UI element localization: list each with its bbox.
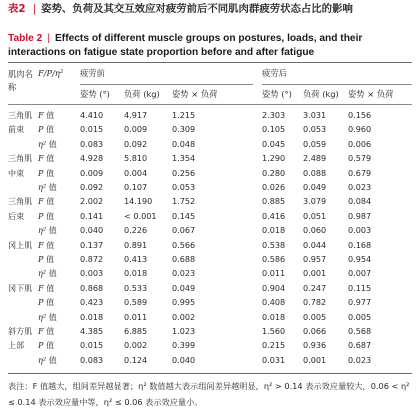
table-cell: 0.015	[80, 124, 104, 135]
stat-suffix: 值	[43, 340, 55, 351]
table-cell: 0.018	[80, 311, 104, 322]
table-cell: 0.145	[172, 210, 196, 221]
table-cell: 0.586	[262, 254, 286, 264]
stat-suffix: 值	[43, 239, 55, 250]
stat-suffix: 值	[46, 138, 57, 149]
muscle-name: 三角肌	[8, 196, 33, 207]
header-after-load: 负荷 (kg)	[303, 89, 339, 99]
table-cell: 0.156	[348, 110, 372, 120]
table-cell: 0.045	[262, 138, 286, 149]
muscle-name: 冈上肌	[8, 239, 33, 250]
table-cell: 0.995	[172, 297, 196, 308]
table-cell: 3.031	[303, 110, 327, 120]
table-cell: 0.004	[124, 167, 148, 178]
stat-suffix: 值	[46, 311, 57, 322]
muscle-name: 上部	[8, 340, 25, 351]
table-cell: 0.005	[348, 311, 372, 322]
stat-label	[38, 240, 54, 250]
stat-symbol: η²	[38, 182, 47, 192]
stat-label	[38, 110, 54, 120]
muscle-name: 后束	[8, 210, 25, 221]
table-label-zh: 表2	[8, 3, 26, 15]
stat-label	[38, 124, 54, 134]
header-muscle: 肌肉名称	[8, 69, 33, 92]
table-cell: 0.168	[348, 239, 372, 250]
table-cell: 0.002	[124, 340, 148, 351]
stat-symbol: F	[38, 239, 44, 250]
table-cell: 0.066	[303, 326, 327, 336]
table-cell: 0.026	[262, 182, 286, 192]
table-cell: 0.092	[80, 182, 104, 192]
table-cell: 0.060	[303, 225, 327, 236]
table-cell: 0.408	[262, 297, 286, 308]
stat-label	[38, 225, 57, 235]
stat-symbol: η²	[38, 311, 47, 322]
stat-label	[38, 139, 57, 149]
table-title-en: Effects of different muscle groups on postures, loads, and their interactions on fatigue state proportion before and after fatigue	[8, 33, 363, 58]
table-cell: 0.009	[124, 124, 148, 135]
table-cell: 0.083	[80, 354, 104, 365]
after-group-rule	[262, 84, 412, 85]
stat-suffix: 值	[43, 110, 55, 120]
table-cell: 0.977	[348, 297, 372, 308]
table-cell: 0.936	[303, 340, 327, 351]
table-cell: 0.533	[124, 282, 148, 293]
table-bottom-rule	[8, 373, 412, 374]
stat-suffix: 值	[46, 225, 57, 236]
table-cell: 4.385	[80, 326, 104, 336]
table-cell: 0.015	[80, 340, 104, 351]
table-cell: 0.031	[262, 354, 286, 365]
table-cell: 0.049	[172, 282, 196, 293]
header-stat: F/P/η²	[38, 68, 64, 78]
table-cell: 0.688	[172, 254, 196, 264]
caption-en	[8, 32, 412, 60]
table-cell: 0.107	[124, 182, 148, 192]
table-cell: 0.115	[348, 282, 372, 293]
stat-label	[38, 153, 54, 163]
stat-label	[38, 254, 54, 264]
table-cell: 0.960	[348, 124, 372, 135]
table-cell: 0.053	[303, 124, 327, 135]
table-top-rule	[8, 62, 412, 63]
stat-suffix: 值	[46, 354, 57, 365]
table-cell: 2.303	[262, 110, 286, 120]
stat-label	[38, 312, 57, 322]
table-cell: 0.001	[303, 354, 327, 365]
table-cell: 0.256	[172, 167, 196, 178]
table-cell: 0.053	[172, 182, 196, 192]
caption-divider: |	[47, 33, 51, 44]
table-cell: 5.810	[124, 153, 148, 164]
table-title-zh: 姿势、负荷及其交互效应对疲劳前后不同肌肉群疲劳状态占比的影响	[41, 3, 353, 15]
stat-symbol: F	[38, 153, 44, 164]
table-cell: 0.051	[303, 210, 327, 221]
table-cell: 1.023	[172, 326, 196, 336]
table-cell: 0.009	[80, 167, 104, 178]
stat-label	[38, 168, 54, 178]
table-cell: 4.928	[80, 153, 104, 164]
stat-suffix: 值	[46, 182, 57, 192]
header-bottom-rule	[8, 104, 412, 105]
header-before: 疲劳前	[80, 68, 105, 78]
table-cell: 0.023	[348, 182, 372, 192]
stat-label	[38, 268, 57, 278]
table-cell: 0.011	[124, 311, 148, 322]
stat-symbol: P	[38, 210, 44, 221]
table-cell: 0.018	[124, 268, 148, 279]
table-cell: 0.589	[124, 297, 148, 308]
table-cell: 0.023	[172, 268, 196, 279]
stat-label	[38, 283, 54, 293]
table-cell: 0.957	[303, 254, 327, 264]
table-cell: 0.987	[348, 210, 372, 221]
table-cell: 0.083	[80, 138, 104, 149]
caption-zh	[8, 2, 408, 17]
table-cell: 1.215	[172, 110, 196, 120]
table-cell: 4.917	[124, 110, 148, 120]
stat-label	[38, 326, 54, 336]
stat-symbol: P	[38, 124, 44, 135]
stat-symbol: η²	[38, 225, 47, 236]
table-cell: 0.416	[262, 210, 286, 221]
header-after-interaction: 姿势 × 负荷	[348, 89, 394, 99]
table-cell: 0.868	[80, 282, 104, 293]
table-cell: 0.124	[124, 354, 148, 365]
table-cell: 0.399	[172, 340, 196, 351]
stat-symbol: η²	[38, 354, 47, 365]
table-cell: 0.885	[262, 196, 286, 207]
table-cell: 0.309	[172, 124, 196, 135]
table-cell: 0.679	[348, 167, 372, 178]
table-cell: 0.413	[124, 254, 148, 264]
table-cell: 0.084	[348, 196, 372, 207]
stat-symbol: F	[38, 282, 44, 293]
table-cell: 0.782	[303, 297, 327, 308]
table-cell: 0.001	[303, 268, 327, 279]
table-cell: 0.018	[262, 311, 286, 322]
stat-suffix: 值	[43, 153, 55, 164]
muscle-name: 前束	[8, 124, 25, 135]
header-before-load: 负荷 (kg)	[124, 89, 160, 99]
header-after-posture: 姿势 (°)	[262, 89, 292, 99]
table-cell: 0.006	[348, 138, 372, 149]
table-cell: 3.079	[303, 196, 327, 207]
table-cell: 0.059	[303, 138, 327, 149]
before-group-rule	[80, 84, 253, 85]
table-cell: 0.247	[303, 282, 327, 293]
stat-suffix: 值	[46, 268, 57, 279]
table-cell: 0.566	[172, 239, 196, 250]
table-cell: 0.141	[80, 210, 104, 221]
stat-symbol: F	[38, 196, 44, 207]
table-cell: 0.215	[262, 340, 286, 351]
table-cell: 2.002	[80, 196, 104, 207]
table-cell: 0.891	[124, 239, 148, 250]
table-cell: 0.048	[172, 138, 196, 149]
stat-symbol: η²	[38, 268, 47, 279]
table-cell: 0.538	[262, 239, 286, 250]
table-cell: 0.067	[172, 225, 196, 236]
stat-symbol: P	[38, 254, 44, 264]
stat-label	[38, 196, 54, 206]
table-cell: 0.568	[348, 326, 372, 336]
caption-divider: |	[32, 3, 37, 15]
table-cell: 0.579	[348, 153, 372, 164]
table-cell: 0.011	[262, 268, 286, 279]
stat-symbol: F	[38, 110, 44, 120]
table-cell: 0.872	[80, 254, 104, 264]
stat-label	[38, 355, 57, 365]
header-after: 疲劳后	[262, 68, 287, 78]
table-cell: 0.423	[80, 297, 104, 308]
table-cell: 0.005	[303, 311, 327, 322]
stat-suffix: 值	[43, 210, 55, 221]
table-cell: 0.137	[80, 239, 104, 250]
table-cell: 14.190	[124, 196, 153, 207]
stat-suffix: 值	[43, 282, 55, 293]
table-cell: 0.954	[348, 254, 372, 264]
table-cell: 0.003	[80, 268, 104, 279]
table-cell: 0.105	[262, 124, 286, 135]
stat-suffix: 值	[43, 254, 55, 264]
muscle-name: 斜方肌	[8, 326, 33, 336]
muscle-name: 中束	[8, 167, 25, 178]
table-cell: 0.003	[348, 225, 372, 236]
table-cell: 0.226	[124, 225, 148, 236]
stat-symbol: P	[38, 167, 44, 178]
table-cell: 0.002	[172, 311, 196, 322]
table-cell: 0.092	[124, 138, 148, 149]
stat-symbol: P	[38, 297, 44, 308]
table-cell: 0.049	[303, 182, 327, 192]
table-cell: 0.904	[262, 282, 286, 293]
stat-label	[38, 297, 54, 307]
table-cell: 1.752	[172, 196, 196, 207]
muscle-name: 冈下肌	[8, 282, 33, 293]
table-cell: 0.007	[348, 268, 372, 279]
table-cell: 2.489	[303, 153, 327, 164]
muscle-name: 三角肌	[8, 153, 33, 164]
table-cell: 6.885	[124, 326, 148, 336]
table-cell: 1.354	[172, 153, 196, 164]
table-label-en: Table 2	[8, 33, 43, 44]
header-before-posture: 姿势 (°)	[80, 89, 110, 99]
stat-suffix: 值	[43, 297, 55, 308]
table-cell: 0.018	[262, 225, 286, 236]
table-note: 表注：F 值越大，组间差异越显著；η² 数值越大表示组间差异越明显，η² > 0.14 表示效应量较大，0.06 < η² ≤ 0.14 表示效应量中等，η² ≤ 0.06 表示效应量小。	[8, 381, 410, 407]
stat-symbol: F	[38, 326, 44, 336]
table-cell: 0.044	[303, 239, 327, 250]
table-cell: 0.280	[262, 167, 286, 178]
stat-label	[38, 340, 54, 350]
table-cell: 0.040	[80, 225, 104, 236]
stat-label	[38, 211, 54, 221]
table-cell: < 0.001	[124, 210, 157, 221]
stat-symbol: η²	[38, 138, 47, 149]
stat-suffix: 值	[43, 167, 55, 178]
table-cell: 0.687	[348, 340, 372, 351]
table-cell: 1.560	[262, 326, 286, 336]
stat-label	[38, 182, 57, 192]
table-cell: 0.023	[348, 354, 372, 365]
table-cell: 1.290	[262, 153, 286, 164]
muscle-name: 三角肌	[8, 110, 33, 120]
stat-symbol: P	[38, 340, 44, 351]
table-cell: 4.410	[80, 110, 104, 120]
header-before-interaction: 姿势 × 负荷	[172, 89, 218, 99]
stat-suffix: 值	[43, 326, 55, 336]
stat-suffix: 值	[43, 124, 55, 135]
stat-suffix: 值	[43, 196, 55, 207]
table-cell: 0.088	[303, 167, 327, 178]
table-cell: 0.040	[172, 354, 196, 365]
